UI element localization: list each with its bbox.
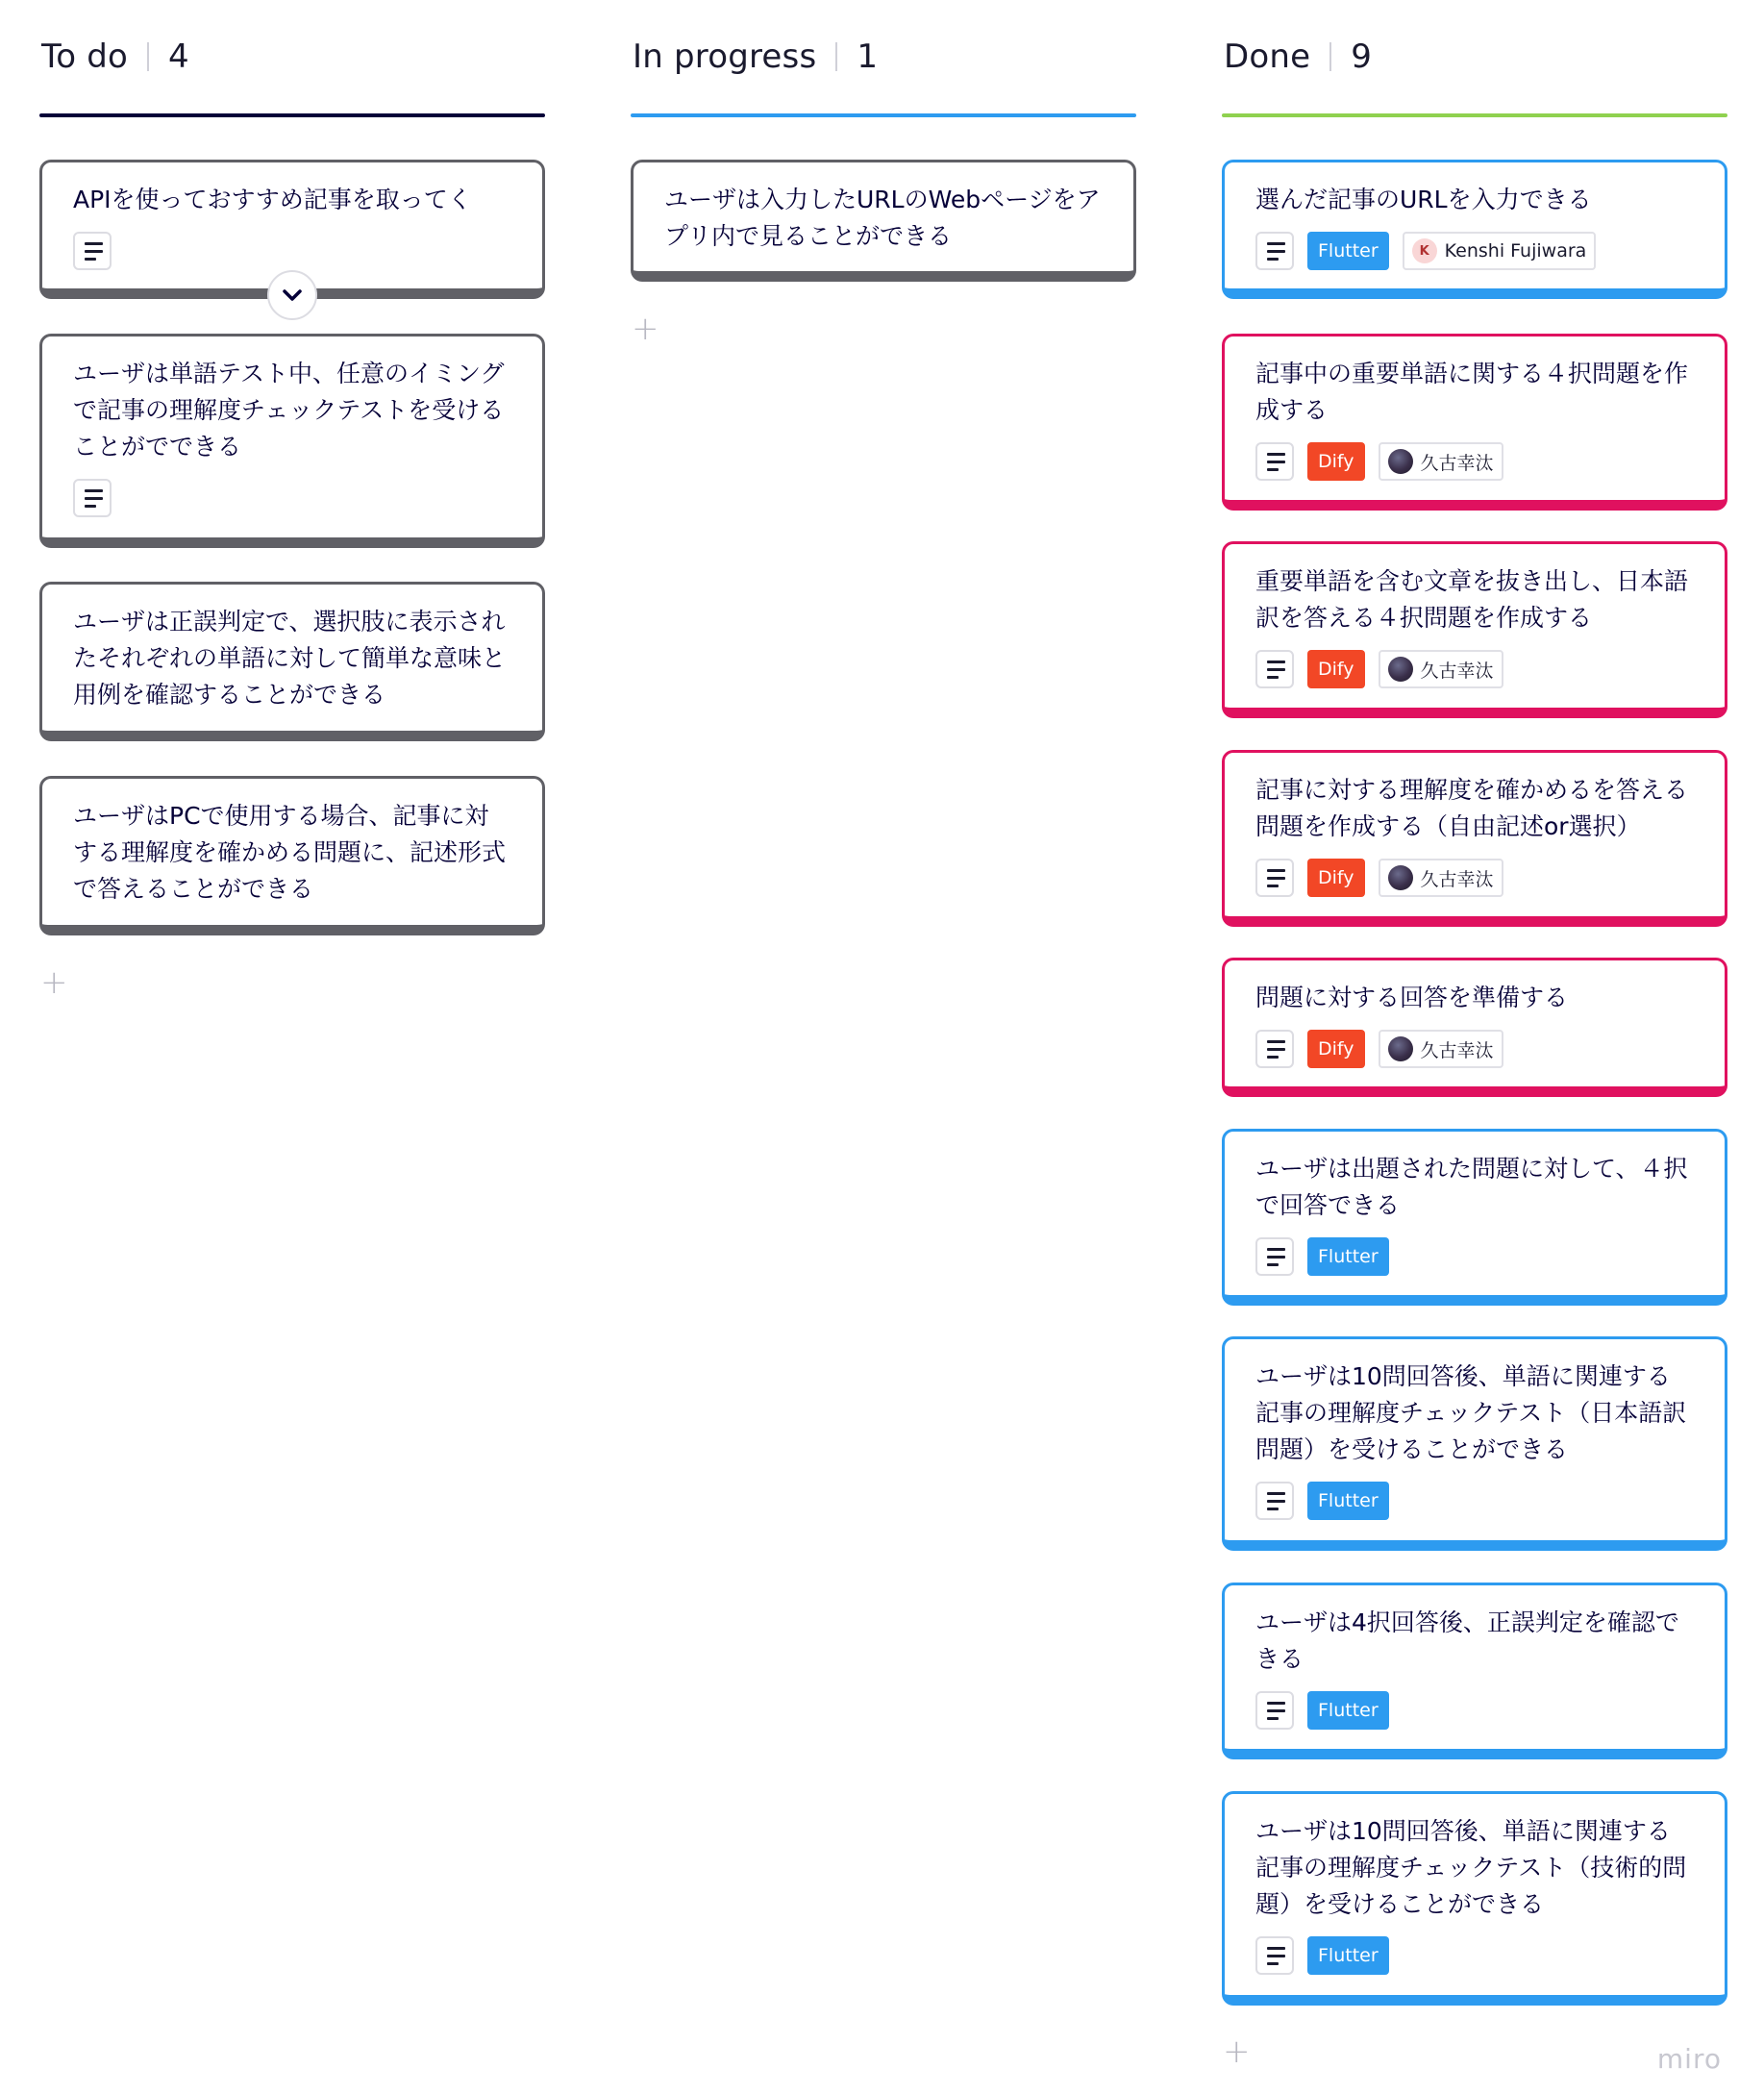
card-meta — [1255, 650, 1694, 688]
description-icon[interactable] — [1255, 1482, 1294, 1520]
card[interactable] — [39, 582, 545, 741]
tag-flutter[interactable]: Flutter — [1307, 1936, 1389, 1975]
tag-flutter[interactable]: Flutter — [1307, 1691, 1389, 1730]
description-icon[interactable] — [1255, 650, 1294, 688]
card-text: ユーザは10問回答後、単語に関連する記事の理解度チェックテスト（技術的問題）を受けることができる — [1255, 1817, 1687, 1918]
card[interactable] — [39, 334, 545, 548]
header-divider — [835, 42, 837, 71]
card-meta — [1255, 1482, 1694, 1520]
card-meta — [73, 479, 511, 517]
column-underline — [39, 113, 545, 117]
assignee-name: Kenshi Fujiwara — [1444, 240, 1587, 262]
assignee[interactable] — [1379, 442, 1503, 481]
card-text: APIを使っておすすめ記事を取ってく — [73, 186, 472, 213]
card[interactable] — [1222, 541, 1727, 718]
column-count: 1 — [857, 37, 879, 76]
column-header[interactable] — [631, 0, 1136, 113]
card[interactable] — [39, 776, 545, 935]
description-icon[interactable] — [73, 479, 112, 517]
assignee-name: 久古幸汰 — [1420, 660, 1494, 682]
card[interactable] — [1222, 1791, 1727, 2006]
card[interactable] — [1222, 1129, 1727, 1306]
description-icon[interactable] — [1255, 442, 1294, 481]
card-text: ユーザはPCで使用する場合、記事に対する理解度を確かめる問題に、記述形式で答えることができる — [73, 802, 507, 903]
card-text: ユーザは出題された問題に対して、４択で回答できる — [1255, 1155, 1688, 1219]
avatar — [1388, 865, 1413, 890]
card[interactable] — [1222, 958, 1727, 1097]
description-icon[interactable] — [1255, 232, 1294, 270]
description-icon[interactable] — [1255, 859, 1294, 897]
card-text: 選んだ記事のURLを入力できる — [1255, 186, 1592, 213]
assignee[interactable] — [1403, 232, 1597, 270]
column-todo — [39, 0, 545, 1002]
column-count: 9 — [1351, 37, 1373, 76]
assignee[interactable] — [1379, 650, 1503, 688]
header-divider — [147, 42, 149, 71]
assignee-name: 久古幸汰 — [1420, 1039, 1494, 1061]
card-meta — [1255, 1237, 1694, 1276]
tag-flutter[interactable]: Flutter — [1307, 1482, 1389, 1520]
description-icon[interactable] — [1255, 1237, 1294, 1276]
avatar: K — [1412, 238, 1437, 263]
tag-dify[interactable]: Dify — [1307, 859, 1365, 897]
card-text: ユーザは入力したURLのWebページをアプリ内で見ることができる — [664, 186, 1101, 250]
tag-flutter[interactable]: Flutter — [1307, 1237, 1389, 1276]
tag-flutter[interactable]: Flutter — [1307, 232, 1389, 270]
header-divider — [1329, 42, 1331, 71]
tag-dify[interactable]: Dify — [1307, 442, 1365, 481]
card-text: ユーザは正誤判定で、選択肢に表示されたそれぞれの単語に対して簡単な意味と用例を確認することができる — [73, 608, 507, 709]
card[interactable] — [1222, 1336, 1727, 1551]
assignee[interactable] — [1379, 1030, 1503, 1068]
chevron-down-icon — [282, 288, 303, 302]
card-meta — [73, 232, 511, 270]
column-title: In progress — [633, 37, 817, 76]
assignee[interactable] — [1379, 859, 1503, 897]
column-count: 4 — [167, 37, 189, 76]
assignee-name: 久古幸汰 — [1420, 868, 1494, 890]
card-text: 問題に対する回答を準備する — [1255, 984, 1569, 1011]
card-text: 記事中の重要単語に関する４択問題を作成する — [1255, 360, 1689, 424]
description-icon[interactable] — [73, 232, 112, 270]
add-card-button[interactable]: + — [1223, 2032, 1251, 2071]
column-underline — [1222, 113, 1727, 117]
card-text: 重要単語を含む文章を抜き出し、日本語訳を答える４択問題を作成する — [1255, 567, 1689, 632]
add-card-button[interactable]: + — [632, 310, 659, 348]
card[interactable] — [631, 160, 1136, 282]
card-meta — [1255, 1030, 1694, 1068]
card-text: 記事に対する理解度を確かめるを答える問題を作成する（自由記述or選択） — [1255, 776, 1689, 840]
card[interactable] — [1222, 334, 1727, 511]
avatar — [1388, 657, 1413, 682]
card-text: ユーザは単語テスト中、任意のイミングで記事の理解度チェックテストを受けることがでできる — [73, 360, 505, 461]
card-meta — [1255, 1936, 1694, 1975]
card-meta — [1255, 1691, 1694, 1730]
card-text: ユーザは4択回答後、正誤判定を確認できる — [1255, 1608, 1679, 1673]
description-icon[interactable] — [1255, 1691, 1294, 1730]
assignee-name: 久古幸汰 — [1420, 452, 1494, 474]
expand-button[interactable] — [267, 270, 317, 320]
tag-dify[interactable]: Dify — [1307, 650, 1365, 688]
avatar — [1388, 449, 1413, 474]
column-in-progress — [631, 0, 1136, 348]
add-card-button[interactable]: + — [40, 963, 68, 1002]
column-header[interactable] — [39, 0, 545, 113]
miro-logo: miro — [1656, 2043, 1722, 2075]
column-title: Done — [1224, 37, 1311, 76]
card[interactable] — [1222, 1583, 1727, 1759]
card-meta — [1255, 859, 1694, 897]
card-meta — [1255, 232, 1694, 270]
column-title: To do — [41, 37, 128, 76]
column-underline — [631, 113, 1136, 117]
description-icon[interactable] — [1255, 1030, 1294, 1068]
card-text: ユーザは10問回答後、単語に関連する記事の理解度チェックテスト（日本語訳問題）を受けることができる — [1255, 1362, 1687, 1463]
card[interactable] — [1222, 160, 1727, 299]
card[interactable] — [1222, 750, 1727, 927]
tag-dify[interactable]: Dify — [1307, 1030, 1365, 1068]
description-icon[interactable] — [1255, 1936, 1294, 1975]
card-meta — [1255, 442, 1694, 481]
avatar — [1388, 1036, 1413, 1061]
column-header[interactable] — [1222, 0, 1727, 113]
